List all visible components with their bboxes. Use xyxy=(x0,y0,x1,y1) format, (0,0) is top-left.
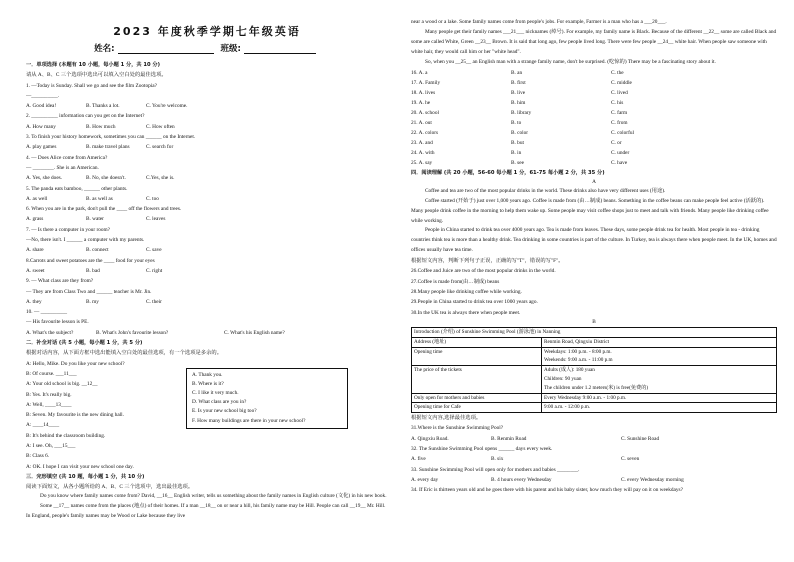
cloze-para-3: Many people get their family names ___21___ nicknames (绰号). For example, my family name is Black. Because of the different __22__ some are called Black and some are called White, Green __23__ Brown. It is said that long ago, few people lived long. There were few people __24__ white hair. When people saw someone with white hair, they would call him or her "white head". xyxy=(411,28,777,55)
cloze-option-row xyxy=(411,158,777,168)
cloze-option-row xyxy=(411,108,777,118)
answer-options xyxy=(411,454,777,464)
name-label: 姓名: xyxy=(94,44,115,54)
box-option: F. How many buildings are there in your new school? xyxy=(192,417,306,424)
dialogue-line: A: Well, ____13____ xyxy=(26,401,72,408)
cloze-option[interactable]: C. middle xyxy=(611,79,632,86)
question-stem: 1. —Today is Sunday. Shall we go and see the film Zootopia? xyxy=(26,82,157,89)
section1-questions xyxy=(26,81,388,338)
answer-option[interactable]: B. six xyxy=(491,456,504,463)
cloze-option[interactable]: C. or xyxy=(611,139,622,146)
dialogue-line: A: Hello, Mike. Do you like your new school? xyxy=(26,360,125,367)
cloze-options xyxy=(411,68,777,168)
box-option: D. What class are you in? xyxy=(192,399,247,406)
answer-options xyxy=(26,297,388,307)
cloze-option-row xyxy=(411,148,777,158)
answer-option[interactable]: A. Yes, she does. xyxy=(26,175,63,182)
answer-options xyxy=(26,142,388,152)
cloze-option[interactable]: B. an xyxy=(511,69,523,76)
answer-options xyxy=(411,475,777,485)
table-row xyxy=(412,403,777,413)
answer-option[interactable]: A. How many xyxy=(26,123,56,130)
cloze-option[interactable]: B. library xyxy=(511,109,532,116)
answer-option[interactable]: B. No, she doesn't. xyxy=(86,175,126,182)
answer-option[interactable]: B. 4 hours every Wednesday xyxy=(491,476,552,483)
cloze-option[interactable]: B. him xyxy=(511,99,526,106)
table-cell-label: Opening time for Cafe xyxy=(412,403,542,413)
cloze-option[interactable]: 16. A. a xyxy=(411,69,428,76)
question-sub: —__________. xyxy=(26,92,60,99)
box-option: B. Where is it? xyxy=(192,380,224,387)
cloze-para-2-cont: near a wood or a lake. Some family names come from people's jobs. For example, Farmer is a man who has a ___20___. xyxy=(411,19,667,25)
answer-option[interactable]: C. search for xyxy=(146,144,174,151)
answer-option[interactable]: B. How much xyxy=(86,123,116,130)
page-title: 2023 年度秋季学期七年级英语 xyxy=(113,25,301,38)
tf-items xyxy=(411,266,777,317)
tf-item: 29.People in China started to drink tea over 1000 years ago. xyxy=(411,299,538,306)
answer-option[interactable]: A. play games xyxy=(26,144,57,151)
cloze-option[interactable]: 17. A. Family xyxy=(411,79,441,86)
cloze-option[interactable]: C. from xyxy=(611,119,628,126)
cloze-option[interactable]: B. live xyxy=(511,89,526,96)
table-row xyxy=(412,347,777,366)
section3-heading: 三．完形填空 (共 10 题，每小题 1 分，共 10 分) xyxy=(26,473,145,480)
answer-option[interactable]: B. make travel plans xyxy=(86,144,130,151)
question-stem: 31.Where is the Sunshine Swimming Pool? xyxy=(411,425,504,432)
choose-instruction: 根据短文内容,选择最佳选项。 xyxy=(411,415,482,422)
question-stem: 34. If Eric is thirteen years old and he goes there with his parent and his baby sister, how much they will pay on it on weekdays? xyxy=(411,487,683,494)
cloze-option-row xyxy=(411,78,777,88)
answer-option[interactable]: C. seven xyxy=(621,456,640,463)
cloze-option[interactable]: C. the xyxy=(611,69,624,76)
answer-option[interactable]: B. water xyxy=(86,216,104,223)
answer-options xyxy=(26,173,388,183)
table-cell-line: 9:00 a.m. - 12:00 p.m. xyxy=(544,404,591,411)
question-stem: 9. — What class are they from? xyxy=(26,278,94,285)
cloze-option[interactable]: 22. A. colors xyxy=(411,129,439,136)
question-stem: 6. When you are in the park, don't pull the ____ off the flowers and trees. xyxy=(26,206,182,213)
reading-paragraph: People in China started to drink tea over 4000 years ago. Tea is made from leaves. These days, some people drink tea for health. Most people in tea - drinking countries think tea is more than a healthy drink. Tea drinking in some countries is part of the culture. In Turkey, tea is always there when people meet. In the UK, homes and offices usually have tea time. xyxy=(411,227,777,254)
dialogue-area xyxy=(26,359,388,472)
tf-item: 30.In the UK tea is always there when people meet. xyxy=(411,309,521,316)
question-stem: 10. — __________ xyxy=(26,309,68,316)
answer-option[interactable]: B. as well as xyxy=(86,195,113,202)
answer-option[interactable]: C.Yes, she is. xyxy=(146,175,175,182)
cloze-option[interactable]: 20. A. school xyxy=(411,109,439,116)
table-cell-label: Only open for mothers and babies xyxy=(412,393,542,403)
cloze-option-row xyxy=(411,128,777,138)
dialogue-line: B: Yes. It's really big. xyxy=(26,391,72,398)
reading-a-text xyxy=(411,187,777,256)
table-cell-value xyxy=(542,366,777,393)
table-cell-label: Address (地址) xyxy=(412,337,542,347)
answer-option[interactable]: C. You're welcome. xyxy=(146,103,188,110)
part-a-label: A xyxy=(592,178,596,185)
table-cell-line: The children under 1.2 meters(米) is free(免费的) xyxy=(544,384,649,391)
table-cell-label: Opening time xyxy=(412,347,542,366)
answer-option[interactable]: C. How often xyxy=(146,123,175,130)
cloze-option[interactable]: 21. A. out xyxy=(411,119,432,126)
part-b-label: B xyxy=(592,318,596,325)
answer-option[interactable]: A. sweet xyxy=(26,267,45,274)
dialogue-line: B: Of course. ___11___ xyxy=(26,370,77,377)
cloze-option[interactable]: C. lived xyxy=(611,89,628,96)
answer-option[interactable]: A. grass xyxy=(26,216,44,223)
answer-option[interactable]: B. Thanks a lot. xyxy=(86,103,120,110)
cloze-option-row xyxy=(411,138,777,148)
cloze-option[interactable]: 23. A. and xyxy=(411,139,433,146)
answer-options xyxy=(26,214,388,224)
cloze-option-row xyxy=(411,98,777,108)
answer-option[interactable]: A. every day xyxy=(411,476,439,483)
table-cell-line: Weekends: 9:00 a.m. - 11:00 p.m xyxy=(544,357,613,364)
answer-option[interactable]: C. right xyxy=(146,267,163,274)
name-class-line xyxy=(26,44,388,56)
section3-instruction: 阅读下面短文，从各小题所给的 A、B、C 三个选项中，选出最佳选项。 xyxy=(26,484,194,491)
cloze-option[interactable]: C. his xyxy=(611,99,624,106)
dialogue-line: A: ____14____ xyxy=(26,422,60,429)
answer-options xyxy=(26,194,388,204)
cloze-option[interactable]: C. farm xyxy=(611,109,628,116)
answer-option[interactable]: A. as well xyxy=(26,195,48,202)
cloze-option[interactable]: C. under xyxy=(611,149,630,156)
cloze-para-2: Some __17__ names come from the places (地点) of their homes. If a man __18__ on or near a hill, his family name may be Hill. People can call __19__ Mr. Hill. In England, people's family names may be Wood or Lake because they live xyxy=(26,503,386,520)
table-cell-value xyxy=(542,347,777,366)
dialogue-line: B: Seven. My favourite is the new dining hall. xyxy=(26,412,124,419)
pool-info-table xyxy=(411,327,777,413)
question-stem: 3. To finish your history homework, sometimes you can ______ on the Internet. xyxy=(26,134,196,141)
reading-paragraph: Coffee started (开始于) just over 1,000 years ago. Coffee is made from (由…制成) beans. Something in the coffee beans can make people feel active (活跃的). Many people drink coffee in the morning to help them wake up. Some people may visit coffee shops just to meet and talk with friends. Many people like drinking coffee while working. xyxy=(411,197,769,224)
answer-option[interactable]: C. every Wednesday morning xyxy=(621,476,684,483)
section1-heading: 一．单项选择 (本题有 10 小题，每小题 1 分，共 10 分) xyxy=(26,62,160,68)
section2-heading: 二．补全对话 (共 5 小题，每小题 1 分，共 5 分) xyxy=(26,340,143,347)
options-box xyxy=(186,368,348,429)
answer-options xyxy=(26,328,388,338)
question-stem: 4. — Does Alice come from America? xyxy=(26,154,108,161)
question-sub: — ________. She is an American. xyxy=(26,164,99,171)
answer-option[interactable]: A. Qingxiu Road. xyxy=(411,435,449,442)
question-sub: — They are from Class Two and ______ teacher is Mr. Jin. xyxy=(26,288,152,295)
table-cell-line: Adults (成人): 180 yuan xyxy=(544,367,595,374)
answer-option[interactable]: C. What's his English name? xyxy=(224,329,285,336)
cloze-option[interactable]: 25. A. say xyxy=(411,159,433,166)
cloze-option[interactable]: C. have xyxy=(611,159,628,166)
table-cell-value xyxy=(542,403,777,413)
answer-option[interactable]: A. Good idea! xyxy=(26,103,57,110)
dialogue-line: A: OK. I hope I can visit your new school one day. xyxy=(26,463,134,470)
answer-option[interactable]: C. Sunshine Road xyxy=(621,435,660,442)
answer-options xyxy=(26,245,388,255)
table-cell-line: Every Wednesday 9:00 a.m. - 1:00 p.m. xyxy=(544,394,627,401)
question-stem: 32. The Sunshine Swimming Pool opens ______ days every week. xyxy=(411,446,553,453)
answer-option[interactable]: B. connect xyxy=(86,247,109,254)
answer-option[interactable]: B. Renmin Road xyxy=(491,435,527,442)
table-cell-label: The price of the tickets xyxy=(412,366,542,393)
question-stem: 2. __________ information can you get on the Internet? xyxy=(26,113,145,120)
table-row xyxy=(412,366,777,393)
section1-instruction: 请从 A、B、C 三个选项中选出可以填入空白处的最佳选项。 xyxy=(26,72,167,79)
table-cell-value xyxy=(542,337,777,347)
tf-item: 28.Many people like drinking coffee while working. xyxy=(411,289,522,296)
answer-options xyxy=(26,122,388,132)
cloze-para-4: So, when you __25__ an English man with a strange family name, don't be surprised. (吃惊的) There may be a fascinating story about it. xyxy=(425,58,716,65)
answer-options xyxy=(411,434,777,444)
table-cell-line: Renmin Road, Qingxiu District xyxy=(544,338,610,345)
table-cell-line: Weekdays: 1:00 p.m. - 8:00 p.m. xyxy=(544,348,612,355)
table-row xyxy=(412,337,777,347)
dialogue-line: A: Your old school is big. __12__ xyxy=(26,381,98,388)
right-column xyxy=(411,18,777,562)
cloze-option[interactable]: B. in xyxy=(511,149,522,156)
cloze-option[interactable]: B. see xyxy=(511,159,524,166)
cloze-option[interactable]: 24. A. with xyxy=(411,149,435,156)
name-blank[interactable] xyxy=(118,45,214,54)
cloze-option-row xyxy=(411,68,777,78)
answer-option[interactable]: B. bad xyxy=(86,267,100,274)
answer-option[interactable]: A. What's the subject? xyxy=(26,329,74,336)
box-option: C. I like it very much. xyxy=(192,389,239,396)
answer-options xyxy=(26,266,388,276)
question-stem: 8.Carrots and sweet potatoes are the ____ food for your eyes xyxy=(26,257,155,264)
class-label: 班级: xyxy=(220,44,241,54)
section2-instruction: 根据对话内容，从下面方框中选出能填入空白处的最佳选项，有一个选项是多余的。 xyxy=(26,350,222,357)
tf-item: 27.Coffee is made from(由…制成) beans xyxy=(411,278,500,285)
cloze-para-1: Do you know where family names come from? David, __16__ English writer, tells us something about the family names in English culture (文化) in his new book. xyxy=(40,493,387,500)
answer-option[interactable]: A. share xyxy=(26,247,44,254)
table-row xyxy=(412,393,777,403)
answer-options xyxy=(26,101,388,111)
question-sub: — His favourite lesson is PE. xyxy=(26,319,89,326)
reading-paragraph: Coffee and tea are two of the most popular drinks in the world. These drinks also have very different uses (用途). xyxy=(425,187,666,194)
dialogue-line: A: I see. Oh, ___15___ xyxy=(26,442,76,449)
question-sub: —No, there isn't. I ______ a computer with my parents. xyxy=(26,237,145,244)
tf-item: 26.Coffee and Juice are two of the most popular drinks in the world. xyxy=(411,268,556,275)
cloze-option[interactable]: B. first xyxy=(511,79,526,86)
answer-option[interactable]: A. five xyxy=(411,456,426,463)
table-title: Introduction (介绍) of Sunshine Swimming Pool (游泳池) in Nanning xyxy=(412,327,777,337)
box-option: A. Thank you. xyxy=(192,371,223,378)
question-stem: 33. Sunshine Swimming Pool will open only for mothers and babies ________. xyxy=(411,466,580,473)
answer-option[interactable]: C. too xyxy=(146,195,159,202)
answer-option[interactable]: B. my xyxy=(86,298,99,305)
cloze-option[interactable]: C. colorful xyxy=(611,129,634,136)
left-column xyxy=(26,0,388,562)
question-stem: 7. — Is there a computer in your room? xyxy=(26,226,110,233)
cloze-option-row xyxy=(411,118,777,128)
answer-option[interactable]: C. leaves xyxy=(146,216,166,223)
answer-option[interactable]: A. they xyxy=(26,298,42,305)
cloze-option[interactable]: B. to xyxy=(511,119,522,126)
answer-option[interactable]: B. What's John's favourite lesson? xyxy=(96,329,169,336)
table-cell-line: Children: 90 yuan xyxy=(544,375,582,382)
dialogue-line: B: Class 6. xyxy=(26,453,50,460)
cloze-option[interactable]: 18. A. lives xyxy=(411,89,436,96)
section4-heading: 四．阅读理解 (共 20 小题，56-60 每小题 1 分，61-75 每小题 2 分，共 35 分) xyxy=(411,169,605,176)
tf-instruction: 根据短文内容，判断下列句子正误，正确的写"T"，错误的写"F"。 xyxy=(411,258,564,265)
class-blank[interactable] xyxy=(244,45,316,54)
table-cell-value xyxy=(542,393,777,403)
dialogue-line: B: It's behind the classroom building. xyxy=(26,432,106,439)
question-stem: 5. The panda eats bamboo, ______ other plants. xyxy=(26,185,128,192)
answer-option[interactable]: C. save xyxy=(146,247,162,254)
mc-questions xyxy=(411,423,777,495)
cloze-option[interactable]: B. color xyxy=(511,129,529,136)
cloze-option[interactable]: 19. A. he xyxy=(411,99,431,106)
cloze-option-row xyxy=(411,88,777,98)
box-option: E. Is your new school big too? xyxy=(192,408,257,415)
answer-option[interactable]: C. their xyxy=(146,298,162,305)
cloze-option[interactable]: B. but xyxy=(511,139,524,146)
